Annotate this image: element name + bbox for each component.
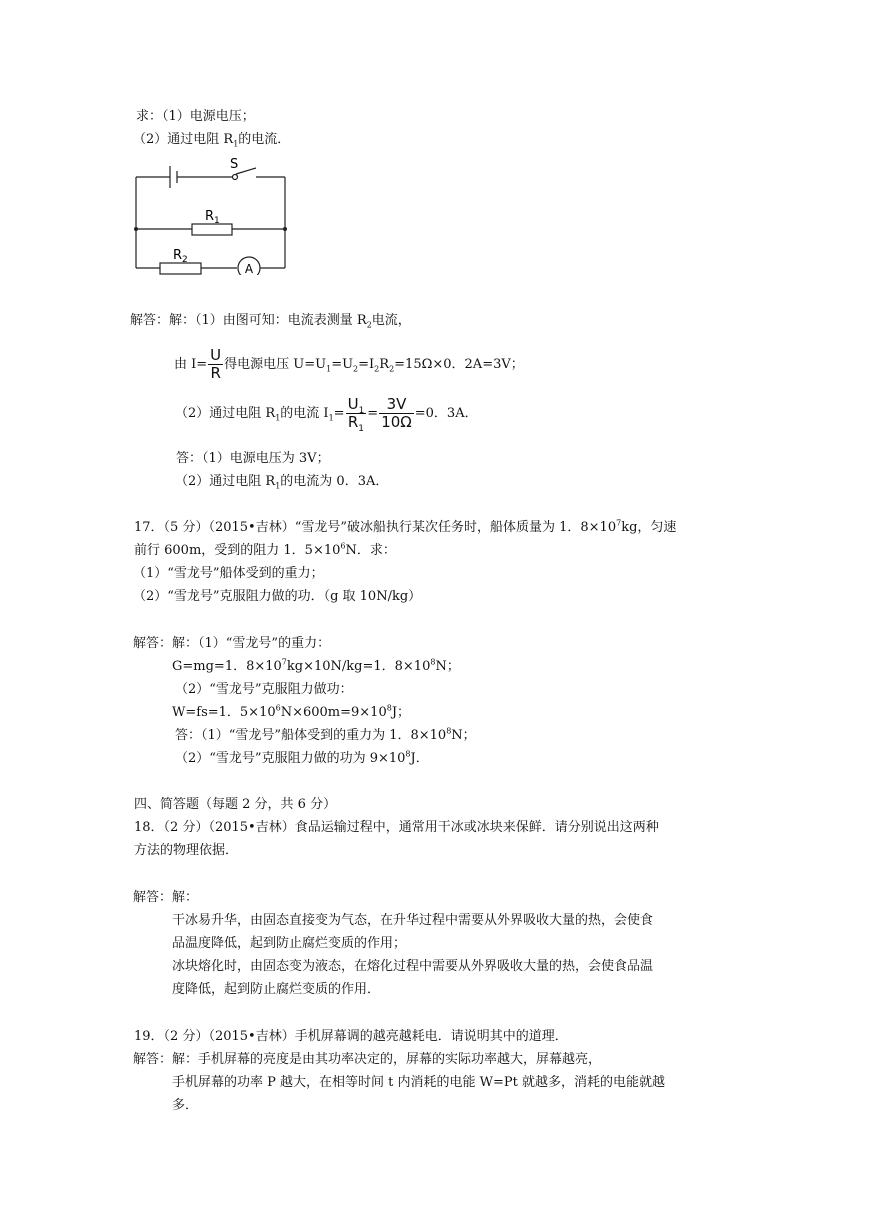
a17-line-2: G=mg=1．$8\times 10^7kg\times 10N/kg=1$．$8\times 10^8N$； — [172, 657, 460, 674]
a17-line-5: 答：（1）“雪龙号”船体受到的重力为 1．$8\times 10^8N$； — [175, 726, 476, 743]
a18-line-2: 品温度降低，起到防止腐烂变质的作用； — [172, 936, 407, 951]
answer-line-2: 由 I= $\frac{U}{R}$ 得电源电压 $U=U_1=U_2=I_2R_2=15\Omega\times 0$．2A=3V； — [174, 346, 524, 382]
answer-line-5: （2）通过电阻 $R_1$的电流为 0．3A． — [175, 474, 389, 491]
a18-line-4: 度降低，起到防止腐烂变质的作用． — [172, 982, 381, 997]
ammeter-label: A — [244, 262, 254, 275]
fraction-u-over-r: $\frac{U}{R}$ — [210, 346, 222, 382]
junction-dot-right — [283, 227, 287, 231]
switch-lever-icon — [236, 168, 256, 174]
question-ask-1: 求：（1）电源电压； — [136, 109, 255, 124]
answer-line-3: （2）通过电阻 $R_1$的电流 $I_1=$ $\frac{U_1}{R_1}$ = $\frac{3V}{10\Omega}$ =0．3A． — [175, 395, 478, 434]
q18-line-2: 方法的物理依据． — [134, 843, 239, 858]
q18-line-1: 18．（2 分）（2015•吉林）食品运输过程中，通常用干冰或冰块来保鲜．请分别说出这两种 — [134, 820, 659, 835]
a17-line-4: W=fs=1．$5\times 10^6N\times 600m=9\times 10^8J$； — [172, 703, 411, 720]
a18-line-1: 干冰易升华，由固态直接变为气态，在升华过程中需要从外界吸收大量的热，会使食 — [172, 913, 654, 928]
a18-line-0: 解答：解： — [133, 890, 199, 905]
a18-line-3: 冰块熔化时，由固态变为液态，在熔化过程中需要从外界吸收大量的热，会使食品温 — [172, 959, 654, 974]
question-ask-2: （2）通过电阻 $R_1$的电流． — [133, 132, 291, 149]
section-heading: 四、简答题（每题 2 分，共 6 分） — [134, 797, 337, 812]
q17-line-2: 前行 600m，受到的阻力 1．$5\times 10^6N$．求： — [134, 541, 396, 558]
a19-line-1: 解答：解：手机屏幕的亮度是由其功率决定的，屏幕的实际功率越大，屏幕越亮， — [133, 1052, 602, 1067]
q19-line-1: 19．（2 分）（2015•吉林）手机屏幕调的越亮越耗电．请说明其中的道理． — [134, 1029, 568, 1044]
a17-line-1: 解答：解：（1）“雪龙号”的重力： — [133, 636, 331, 651]
a17-line-6: （2）“雪龙号”克服阻力做的功为 $9\times 10^8J$． — [175, 749, 429, 766]
resistor-r1-icon — [192, 224, 232, 235]
switch-label: S — [230, 157, 239, 172]
fraction-3v-over-10ohm: $\frac{3V}{10\Omega}$ — [381, 395, 412, 431]
a17-line-3: （2）“雪龙号”克服阻力做功： — [175, 682, 353, 697]
a19-line-3: 多． — [172, 1098, 199, 1113]
r1-label: $R_1$ — [205, 209, 220, 226]
answer-line-1: 解答：解：（1）由图可知：电流表测量 $R_2$电流， — [130, 313, 411, 330]
fraction-u1-over-r1: $\frac{U_1}{R_1}$ — [347, 395, 365, 434]
resistor-r2-icon — [160, 263, 201, 274]
switch-contact-icon — [233, 175, 238, 180]
r2-label: $R_2$ — [173, 248, 188, 265]
answer-line-4: 答：（1）电源电压为 3V； — [176, 451, 330, 466]
circuit-diagram — [130, 155, 290, 275]
q17-line-4: （2）“雪龙号”克服阻力做的功．（g 取 10N/kg） — [133, 589, 422, 604]
a19-line-2: 手机屏幕的功率 P 越大，在相等时间 t 内消耗的电能 W=Pt 就越多，消耗的电能就越 — [172, 1075, 665, 1090]
q17-line-1: 17．（5 分）（2015•吉林）“雪龙号”破冰船执行某次任务时，船体质量为 1．$8\times 10^7kg$，匀速 — [134, 518, 677, 535]
q17-line-3: （1）“雪龙号”船体受到的重力； — [133, 566, 324, 581]
junction-dot-left — [134, 227, 138, 231]
